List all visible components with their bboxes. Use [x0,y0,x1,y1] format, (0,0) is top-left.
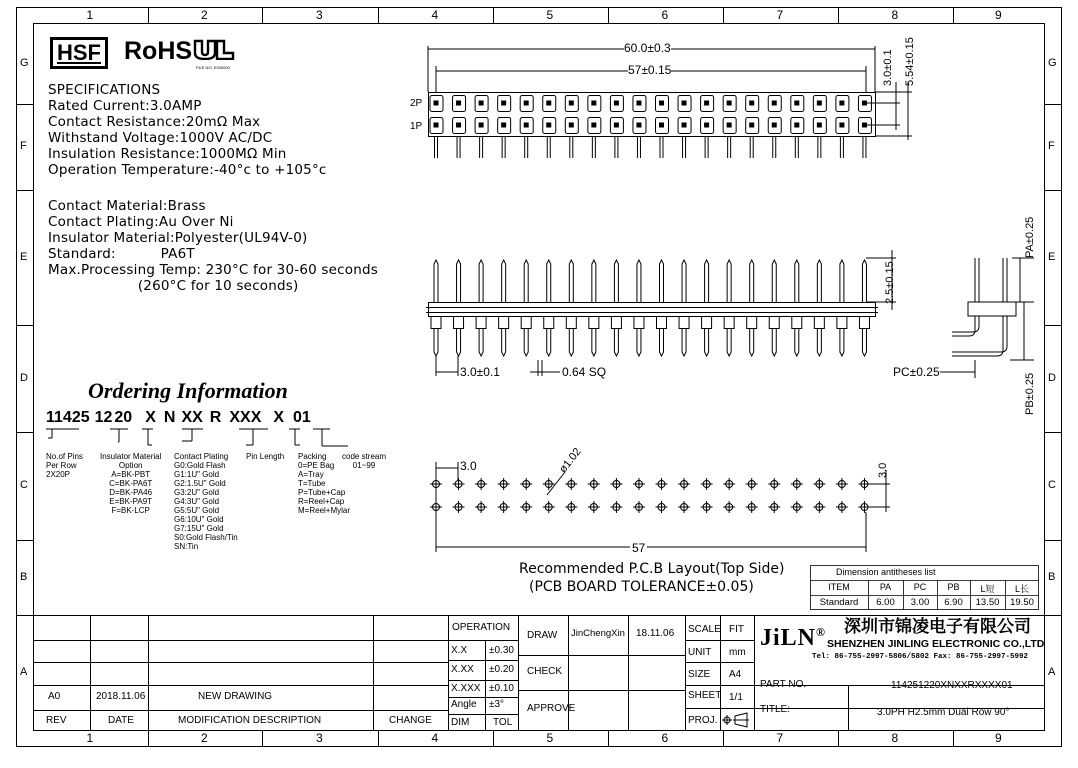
rev-desc: NEW DRAWING [198,691,273,702]
dim-row-pitch: 3.0±0.1 [882,49,894,86]
hsf-logo [50,37,108,69]
row-1p-label: 1P [410,121,423,132]
company-logo-reg: ® [816,625,826,639]
part-no-value: 114251220XNXXRXXXX01 [891,680,1013,691]
unit-label: UNIT [688,647,712,658]
row-label-right: A [1048,666,1056,678]
code-part: XX [181,409,203,426]
specifications-list [48,98,327,178]
column-label-bottom: 4 [431,731,439,745]
code-part: X [145,409,156,426]
column-label-top: 4 [431,8,439,22]
dim-pb: PB±0.25 [1024,372,1036,415]
dim-pc: PC±0.25 [893,365,940,379]
size-label: SIZE [688,669,711,680]
pcb-tolerance: (PCB BOARD TOLERANCE±0.05) [529,579,754,595]
rohs-logo: RoHS [124,37,193,65]
change-header: CHANGE [389,715,432,726]
row-label-left: C [20,479,28,491]
check-label: CHECK [527,666,563,677]
dim-pin-pitch: 3.0±0.1 [460,365,500,379]
column-label-top: 8 [891,8,899,22]
title-label: TITLE: [760,704,791,715]
pcb-title: Recommended P.C.B Layout(Top Side) [519,561,785,577]
ordering-leaders [46,429,348,446]
spec-line: Contact Resistance:20mΩ Max [48,114,261,130]
dim-table-cell: 6.90 [944,597,963,608]
code-part: N [163,409,176,426]
code-part: R [209,409,222,426]
row-label-left: G [20,56,29,69]
material-line: Contact Material:Brass [48,198,206,214]
scale-label: SCALE [688,624,721,635]
option-pins: No.of Pins Per Row 2X20P [46,452,83,479]
column-label-top: 2 [201,8,208,22]
tol-label: TOL [493,717,513,728]
dim-overall-width: 60.0±0.3 [624,41,671,55]
dim-pcb-row: 3.0 [877,462,889,478]
desc-header: MODIFICATION DESCRIPTION [178,715,322,726]
dim-table-header-cell: ITEM [828,582,850,592]
column-label-bottom: 2 [201,731,208,745]
option-insulator: Insulator Material Option A=BK-PBT C=BK-PA6T D=BK-PA46 E=BK-PA9T F=BK-LCP [100,452,162,515]
material-line: Insulator Material:Polyester(UL94V-0) [48,230,308,246]
draw-label: DRAW [527,630,558,641]
dim-table-header-cell: PA [879,582,892,592]
proj-label: PROJ. [688,715,718,726]
dim-table-header-cell: L短 [980,584,995,594]
drawer-name: JinChengXin [571,628,625,639]
specifications-heading: SPECIFICATIONS [48,82,161,98]
title-value: 3.0PH H2.5mm Dual Row 90° [877,707,1010,718]
option-plating: Contact Plating G0:Gold Flash G1:1U" Gold G2:1.5U" Gold G3:2U" Gold G4:3U" Gold G5:5U" Gold G6:10U" Gold G7:15U" Gold S0:Gold Flash/Tin SN:Tin [174,452,238,551]
side-view [940,258,1034,378]
material-line: Contact Plating:Au Over Ni [48,214,234,230]
row-label-left: D [20,371,28,384]
front-view [426,250,896,376]
code-part: XXX [229,409,262,426]
tolerance-value: ±3° [489,699,505,710]
dim-table-header-cell: PB [947,582,960,592]
tolerance-dim: X.XX [451,664,474,675]
column-label-top: 5 [546,8,554,22]
row-label-right: F [1048,140,1055,152]
spec-line: Insulation Resistance:1000MΩ Min [48,146,287,162]
ul-logo [192,38,238,70]
date-header: DATE [108,715,134,726]
dim-label: DIM [451,717,470,728]
tolerance-value: ±0.20 [489,664,514,675]
ul-mark-icon [192,38,238,60]
column-label-bottom: 7 [776,731,784,745]
rev-value: A0 [48,691,61,702]
dim-table-title: Dimension antitheses list [836,567,936,577]
option-pin-length: Pin Length [246,452,285,461]
company-contact: Tel: 86-755-2997-5806/5802 Fax: 86-755-2997-5992 [812,653,1029,661]
code-part: 20 [114,409,133,426]
dim-table-cell: Standard [819,597,859,608]
sheet-value: 1/1 [729,692,743,703]
material-line: (260°C for 10 seconds) [48,278,299,294]
dim-table-cell: 13.50 [975,597,1000,608]
dim-body-height: 5.54±0.15 [904,37,916,86]
ordering-code [46,408,311,428]
spec-line: Rated Current:3.0AMP [48,98,202,114]
draw-date: 18.11.06 [636,628,675,639]
company-name-en: SHENZHEN JINLING ELECTRONIC CO.,LTD [827,638,1045,650]
dim-table-cell: 19.50 [1010,597,1034,608]
sheet-label: SHEET [688,690,722,701]
unit-value: mm [729,647,746,658]
ul-file-no: FILE NO: E000000 [196,65,230,70]
pcb-layout [430,462,890,552]
row-label-left: F [20,140,27,152]
material-line: Max.Processing Temp: 230°C for 30-60 seconds [48,262,378,278]
scale-value: FIT [729,624,744,635]
row-label-left: E [20,250,28,263]
code-part: X [273,409,285,426]
code-part: 11425 [46,409,90,426]
dim-pcb-pitch: 3.0 [460,459,477,473]
row-label-right: B [1048,570,1056,583]
tolerance-value: ±0.10 [489,683,514,694]
code-part: 01 [293,409,311,426]
dim-table-header-cell: L长 [1014,584,1029,594]
tolerance-value: ±0.30 [489,645,514,656]
column-label-bottom: 6 [661,731,669,745]
row-label-right: G [1048,56,1057,69]
column-label-bottom: 8 [891,731,899,745]
projection-symbol [722,713,749,727]
column-label-bottom: 9 [995,731,1002,745]
code-part: 12 [94,409,113,426]
column-label-top: 7 [776,8,784,22]
column-label-bottom: 3 [316,731,323,745]
dim-pin-span: 57±0.15 [628,63,672,77]
row-label-right: C [1048,479,1056,491]
dim-pin-height: 2.5±0.15 [884,261,896,304]
approve-label: APPROVE [527,703,576,714]
column-label-top: 6 [661,8,669,22]
row-label-right: E [1048,250,1056,263]
spec-line: Withstand Voltage:1000V AC/DC [48,130,273,146]
column-label-bottom: 5 [546,731,554,745]
dim-pcb-span: 57 [632,541,646,555]
dim-table-cell: 3.00 [910,597,930,608]
column-label-top: 3 [316,8,323,22]
dim-hole: ø1.02 [557,445,584,476]
tolerance-dim: Angle [451,699,477,710]
option-packing: Packing 0=PE Bag A=Tray T=Tube P=Tube+Cap R=Reel+Cap M=Reel+Mylar [298,452,351,515]
rev-header: REV [46,715,67,726]
row-label-left: B [20,570,28,583]
tolerance-dim: X.X [451,645,468,656]
dim-table-cell: 6.00 [876,597,895,608]
option-code-stream: code stream 01~99 [342,452,387,470]
column-label-top: 1 [86,8,94,22]
size-value: A4 [729,669,742,680]
part-no-label: PART NO. [760,679,807,690]
ordering-title: Ordering Information [88,378,288,403]
materials-list [48,198,378,294]
column-label-bottom: 1 [86,731,94,745]
company-name-cn: 深圳市锦凌电子有限公司 [844,617,1031,637]
dim-pa: PA±0.25 [1024,216,1036,258]
spec-line: Operation Temperature:-40°c to +105°c [48,162,327,178]
hsf-text: HSF [57,40,101,65]
row-label-left: A [20,666,28,678]
company-logo-text: JiLN [760,625,817,651]
row-2p-label: 2P [410,98,423,109]
dim-pin-square: 0.64 SQ [562,365,607,379]
dim-table-header-cell: PC [913,582,927,592]
rev-date: 2018.11.06 [96,691,146,702]
tolerance-dim: X.XXX [451,683,481,694]
material-line: Standard: PA6T [48,246,195,262]
column-label-top: 9 [995,8,1002,22]
company-logo [760,619,826,651]
operation-label: OPERATION [452,622,511,633]
row-label-right: D [1048,371,1056,384]
